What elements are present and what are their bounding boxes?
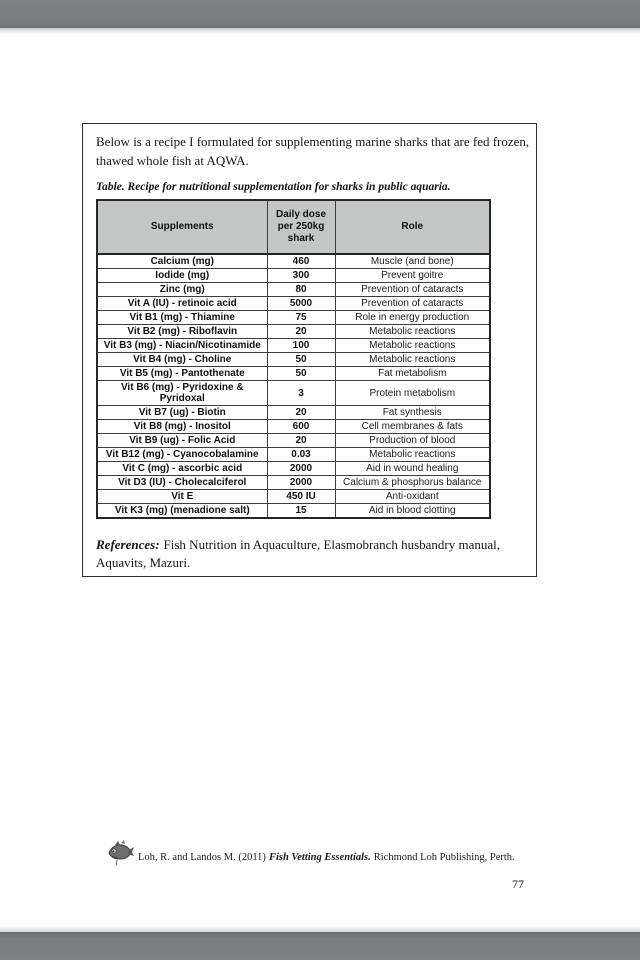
- cell-dose: 50: [267, 367, 335, 381]
- table-row: [97, 476, 490, 490]
- supplements-table: [96, 199, 491, 519]
- cell-supplement: Zinc (mg): [97, 283, 267, 297]
- cell-supplement: Vit B4 (mg) - Choline: [97, 353, 267, 367]
- cell-role: Role in energy production: [335, 311, 490, 325]
- cell-supplement: Vit B3 (mg) - Niacin/Nicotinamide: [97, 339, 267, 353]
- cell-dose: 300: [267, 269, 335, 283]
- cell-role: Metabolic reactions: [335, 353, 490, 367]
- cell-role: Muscle (and bone): [335, 254, 490, 269]
- table-row: [97, 434, 490, 448]
- table-row: [97, 269, 490, 283]
- bottom-chrome-bar: [0, 932, 640, 960]
- table-header-row: [97, 200, 490, 254]
- top-chrome-bar: [0, 0, 640, 28]
- cell-role: Protein metabolism: [335, 381, 490, 406]
- page-number: 77: [512, 877, 524, 891]
- header-daily-dose: Daily dose per 250kg shark: [267, 200, 335, 254]
- table-row: [97, 462, 490, 476]
- supplements-table-body: [97, 254, 490, 518]
- cell-supplement: Vit E: [97, 490, 267, 504]
- cell-role: Anti-oxidant: [335, 490, 490, 504]
- cell-role: Fat metabolism: [335, 367, 490, 381]
- cell-dose: 50: [267, 353, 335, 367]
- cell-supplement: Vit B1 (mg) - Thiamine: [97, 311, 267, 325]
- cell-dose: 460: [267, 254, 335, 269]
- header-role: Role: [335, 200, 490, 254]
- cell-supplement: Vit C (mg) - ascorbic acid: [97, 462, 267, 476]
- cell-role: Calcium & phosphorus balance: [335, 476, 490, 490]
- citation-prefix: Loh, R. and Landos M. (2011): [138, 852, 266, 863]
- intro-paragraph: Below is a recipe I formulated for supplementing marine sharks that are fed frozen, thawed whole fish at AQWA.: [96, 134, 530, 168]
- references-paragraph: [96, 536, 530, 572]
- table-row: [97, 311, 490, 325]
- table-row: [97, 254, 490, 269]
- fish-logo-icon: [105, 840, 134, 865]
- cell-supplement: Vit B12 (mg) - Cyanocobalamine: [97, 448, 267, 462]
- citation-title: Fish Vetting Essentials.: [268, 852, 371, 863]
- table-row: [97, 353, 490, 367]
- cell-dose: 600: [267, 420, 335, 434]
- cell-role: Prevention of cataracts: [335, 283, 490, 297]
- table-row: [97, 325, 490, 339]
- table-row: [97, 339, 490, 353]
- cell-supplement: Vit K3 (mg) (menadione salt): [97, 504, 267, 519]
- cell-dose: 3: [267, 381, 335, 406]
- citation-line: [138, 851, 515, 865]
- table-row: [97, 406, 490, 420]
- cell-supplement: Vit B2 (mg) - Riboflavin: [97, 325, 267, 339]
- cell-supplement: Calcium (mg): [97, 254, 267, 269]
- cell-role: Metabolic reactions: [335, 339, 490, 353]
- cell-role: Prevent goitre: [335, 269, 490, 283]
- cell-supplement: Iodide (mg): [97, 269, 267, 283]
- table-row: [97, 448, 490, 462]
- cell-dose: 2000: [267, 476, 335, 490]
- cell-supplement: Vit B6 (mg) - Pyridoxine & Pyridoxal: [97, 381, 267, 406]
- table-row: [97, 381, 490, 406]
- cell-dose: 5000: [267, 297, 335, 311]
- cell-dose: 450 IU: [267, 490, 335, 504]
- cell-supplement: Vit B5 (mg) - Pantothenate: [97, 367, 267, 381]
- table-row: [97, 504, 490, 519]
- footer-citation: [105, 840, 515, 865]
- cell-role: Prevention of cataracts: [335, 297, 490, 311]
- scanned-page: [0, 34, 640, 926]
- cell-dose: 75: [267, 311, 335, 325]
- cell-supplement: Vit B7 (ug) - Biotin: [97, 406, 267, 420]
- cell-dose: 20: [267, 406, 335, 420]
- references-text: Fish Nutrition in Aquaculture, Elasmobranch husbandry manual, Aquavits, Mazuri.: [96, 537, 501, 570]
- cell-dose: 80: [267, 283, 335, 297]
- table-row: [97, 490, 490, 504]
- cell-supplement: Vit B9 (ug) - Folic Acid: [97, 434, 267, 448]
- table-row: [97, 420, 490, 434]
- cell-role: Metabolic reactions: [335, 325, 490, 339]
- cell-supplement: Vit D3 (IU) - Cholecalciferol: [97, 476, 267, 490]
- cell-role: Metabolic reactions: [335, 448, 490, 462]
- table-row: [97, 283, 490, 297]
- cell-role: Fat synthesis: [335, 406, 490, 420]
- table-row: [97, 367, 490, 381]
- citation-suffix: Richmond Loh Publishing, Perth.: [373, 852, 515, 863]
- cell-dose: 2000: [267, 462, 335, 476]
- cell-supplement: Vit A (IU) - retinoic acid: [97, 297, 267, 311]
- cell-dose: 20: [267, 325, 335, 339]
- recipe-content-box: [82, 123, 537, 577]
- cell-supplement: Vit B8 (mg) - Inositol: [97, 420, 267, 434]
- cell-role: Aid in blood clotting: [335, 504, 490, 519]
- cell-dose: 100: [267, 339, 335, 353]
- cell-role: Production of blood: [335, 434, 490, 448]
- cell-dose: 0.03: [267, 448, 335, 462]
- table-row: [97, 297, 490, 311]
- references-label: References:: [96, 537, 160, 552]
- cell-dose: 15: [267, 504, 335, 519]
- table-caption: Table. Recipe for nutritional supplementation for sharks in public aquaria.: [96, 181, 451, 193]
- header-supplements: Supplements: [97, 200, 267, 254]
- cell-dose: 20: [267, 434, 335, 448]
- cell-role: Cell membranes & fats: [335, 420, 490, 434]
- cell-role: Aid in wound healing: [335, 462, 490, 476]
